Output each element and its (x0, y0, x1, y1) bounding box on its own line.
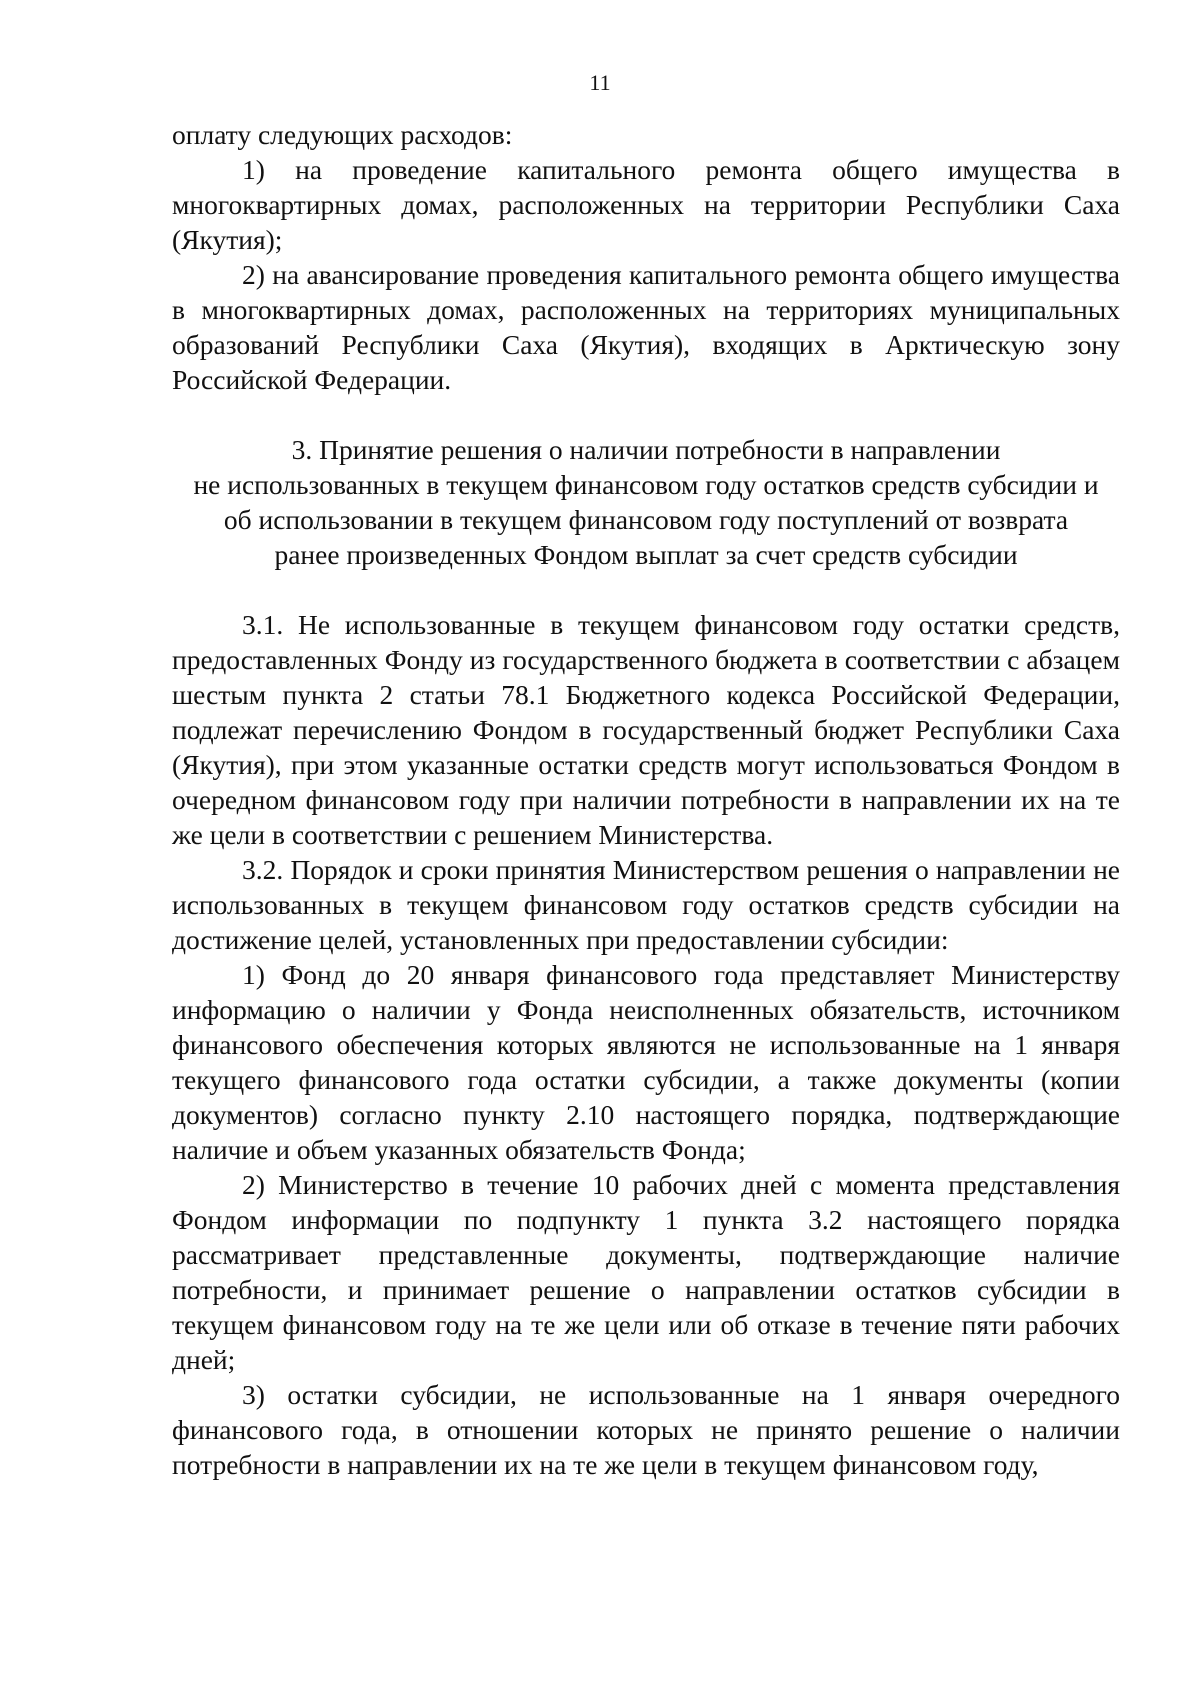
document-body (172, 117, 1120, 1482)
section-heading-line: 3. Принятие решения о наличии потребности в направлении (291, 434, 1001, 465)
section-heading-line: не использованных в текущем финансовом году остатков средств субсидии и (193, 469, 1099, 500)
section-heading-line: ранее произведенных Фондом выплат за счет средств субсидии (274, 539, 1018, 570)
paragraph-3-2: 3.2. Порядок и сроки принятия Министерством решения о направлении не использованных в текущем финансовом году остатков средств субсидии на достижение целей, установленных при предоставлении субсидии: (172, 854, 1120, 955)
paragraph-item-1: 1) на проведение капитального ремонта общего имущества в многоквартирных домах, расположенных на территории Республики Саха (Якутия); (172, 154, 1120, 255)
section-heading-line: об использовании в текущем финансовом году поступлений от возврата (223, 504, 1069, 535)
page-number: 11 (589, 70, 611, 95)
paragraph-3-2-item-2: 2) Министерство в течение 10 рабочих дней с момента представления Фондом информации по подпункту 1 пункта 3.2 настоящего порядка рассматривает представленные документы, подтверждающие наличие потребности, и принимает решение о направлении остатков субсидии в текущем финансовом году на те же цели или об отказе в течение пяти рабочих дней; (172, 1169, 1120, 1375)
paragraph-intro: оплату следующих расходов: (172, 119, 513, 150)
paragraph-3-2-item-3: 3) остатки субсидии, не использованные на 1 января очередного финансового года, в отношении которых не принято решение о наличии потребности в направлении их на те же цели в текущем финансовом году, (172, 1379, 1120, 1480)
paragraph-3-1: 3.1. Не использованные в текущем финансовом году остатки средств, предоставленных Фонду из государственного бюджета в соответствии с абзацем шестым пункта 2 статьи 78.1 Бюджетного кодекса Российской Федерации, подлежат перечислению Фондом в государственный бюджет Республики Саха (Якутия), при этом указанные остатки средств могут использоваться Фондом в очередном финансовом году при наличии потребности в направлении их на те же цели в соответствии с решением Министерства. (172, 609, 1120, 850)
paragraph-item-2: 2) на авансирование проведения капитального ремонта общего имущества в многоквартирных домах, расположенных на территориях муниципальных образований Республики Саха (Якутия), входящих в Арктическую зону Российской Федерации. (172, 259, 1120, 395)
paragraph-3-2-item-1: 1) Фонд до 20 января финансового года представляет Министерству информацию о наличии у Фонда неисполненных обязательств, источником финансового обеспечения которых являются не использованные на 1 января текущего финансового года остатки субсидии, а также документы (копии документов) согласно пункту 2.10 настоящего порядка, подтверждающие наличие и объем указанных обязательств Фонда; (172, 959, 1120, 1165)
section-heading (172, 432, 1120, 572)
